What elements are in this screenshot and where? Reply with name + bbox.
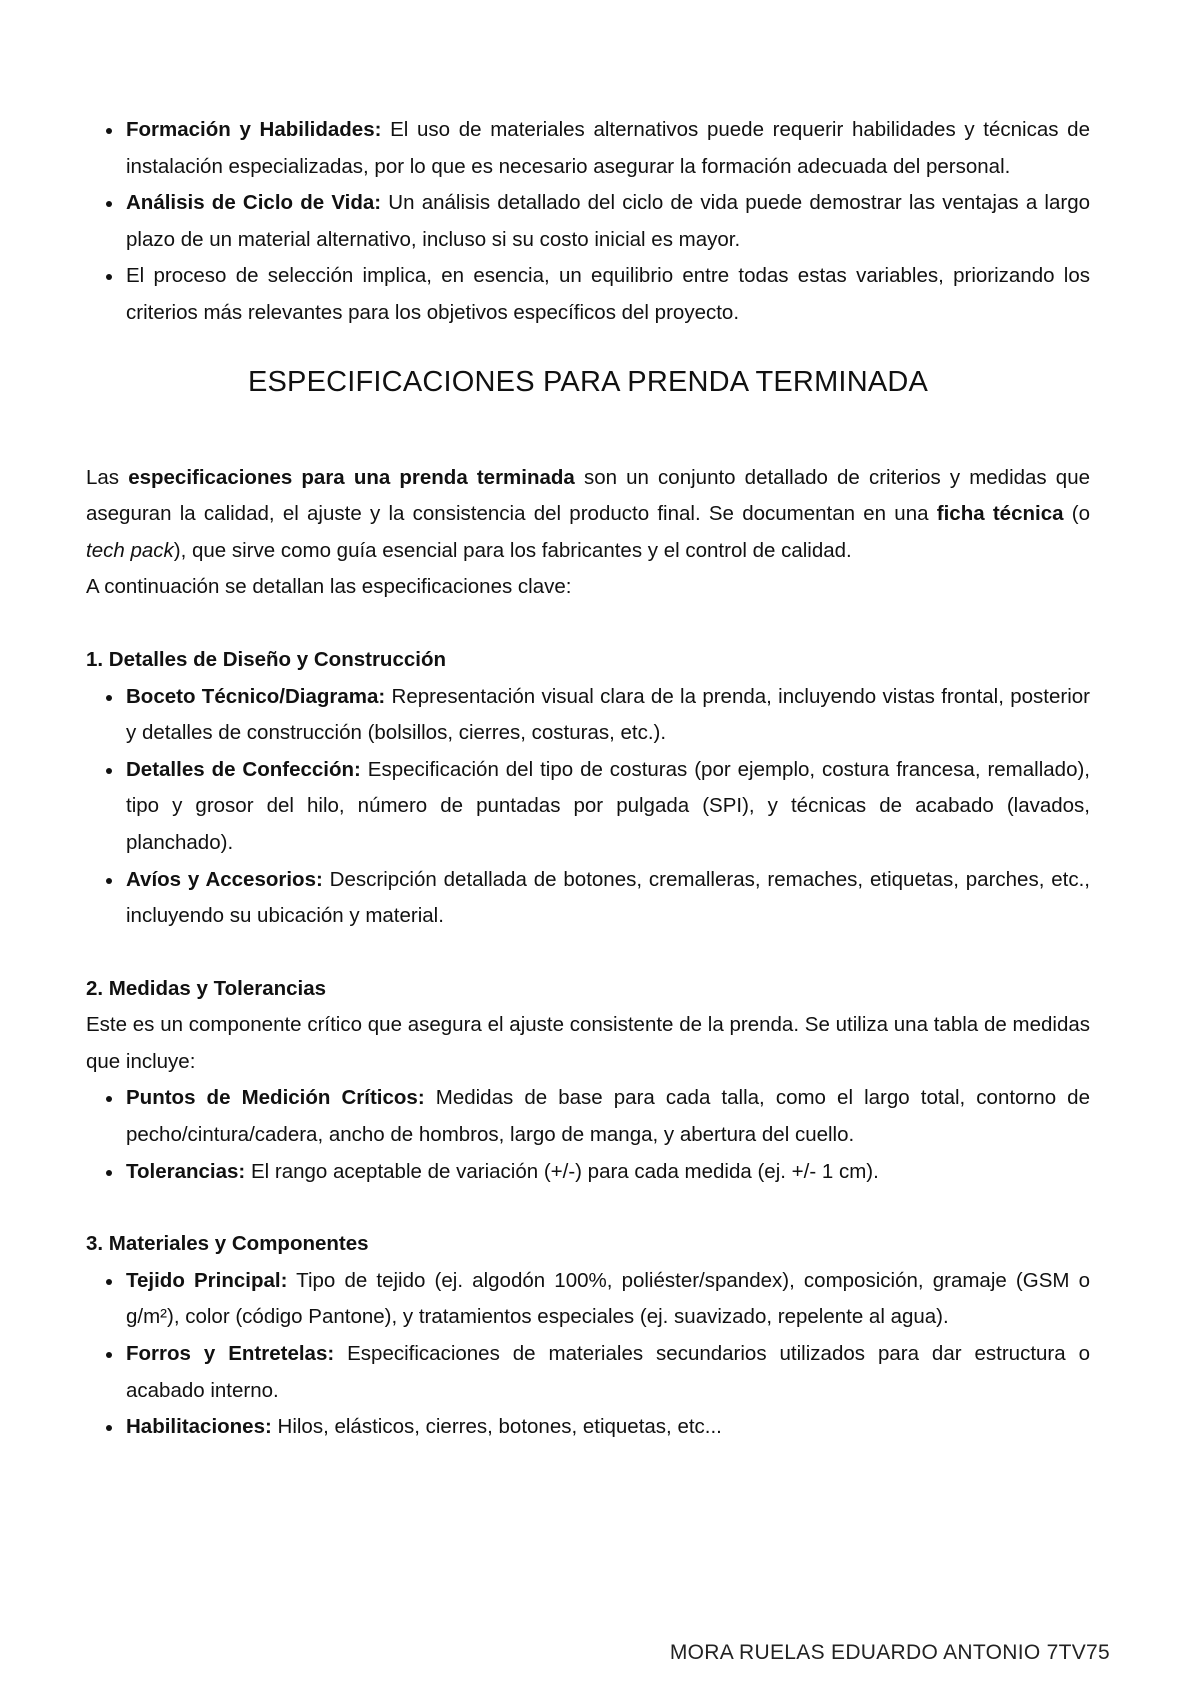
bullet-icon [106,1170,112,1176]
item-label: Análisis de Ciclo de Vida: [126,191,382,215]
list-item [86,1080,1090,1153]
intro-bold-text: ficha técnica [936,502,1064,526]
intro-continuation: A continuación se detallan las especificaciones clave: [86,575,572,599]
bullet-icon [106,1096,112,1102]
item-text: Hilos, elásticos, cierres, botones, etiquetas, etc... [271,1415,722,1439]
list-item [86,258,1090,331]
item-text: Representación visual clara de la prenda, incluyendo vistas frontal, posterior y detalles de construcción (bolsillos, cierres, costuras, etc.). [126,684,1090,745]
section-materials [86,1226,1090,1446]
list-item [86,679,1090,752]
item-label: Puntos de Medición Críticos: [126,1086,425,1110]
section-measurements [86,971,1090,1191]
bullet-icon [106,1352,112,1358]
bullet-icon [106,695,112,701]
section-bullet-list [86,1263,1090,1446]
section-title: 1. Detalles de Diseño y Construcción [86,647,446,671]
intro-text: ), que sirve como guía esencial para los fabricantes y el control de calidad. [173,538,852,562]
intro-text: son un conjunto detallado de criterios y medidas que aseguran la calidad, el ajuste y la consistencia del producto final. Se documentan en una [86,465,1091,526]
bullet-icon [106,1425,112,1431]
bullet-icon [106,201,112,207]
page-footer-author: MORA RUELAS EDUARDO ANTONIO 7TV75 [669,1641,1110,1664]
item-text: Descripción detallada de botones, cremalleras, remaches, etiquetas, parches, etc., incluyendo su ubicación y material. [126,867,1091,928]
intro-text: Las [86,465,129,489]
section-title: 3. Materiales y Componentes [86,1232,369,1256]
item-label: Detalles de Confección: [126,757,361,781]
item-text: El uso de materiales alternativos puede requerir habilidades y técnicas de instalación especializadas, por lo que es necesario asegurar la formación adecuada del personal. [126,118,1090,178]
section-bullet-list [86,679,1090,935]
list-item [86,1336,1090,1409]
bullet-icon [106,128,112,134]
item-text: Un análisis detallado del ciclo de vida puede demostrar las ventajas a largo plazo de un material alternativo, incluso si su costo inicial es mayor. [126,191,1090,251]
bullet-icon [106,1279,112,1285]
item-label: Habilitaciones: [126,1415,272,1439]
intro-italic-text: tech pack [86,538,174,562]
top-bullet-list [86,112,1090,332]
list-item [86,1263,1090,1336]
page-title: ESPECIFICACIONES PARA PRENDA TERMINADA [247,365,929,398]
item-label: Formación y Habilidades: [126,118,382,141]
item-text: El proceso de selección implica, en esencia, un equilibrio entre todas estas variables, priorizando los criterios más relevantes para los objetivos específicos del proyecto. [126,264,1090,324]
section-design [86,642,1090,935]
intro-text: (o [1063,502,1090,526]
list-item [86,1154,1090,1191]
document-page [86,112,1090,1446]
item-label: Boceto Técnico/Diagrama: [126,684,386,708]
intro-bold-text: especificaciones para una prenda terminada [128,465,575,489]
section-intro: Este es un componente crítico que asegura el ajuste consistente de la prenda. Se utiliza una tabla de medidas que incluye: [86,1013,1090,1073]
list-item [86,862,1090,935]
item-label: Tejido Principal: [126,1268,288,1292]
item-label: Tolerancias: [126,1159,246,1183]
item-text: Especificación del tipo de costuras (por ejemplo, costura francesa, remallado), tipo y grosor del hilo, número de puntadas por pulgada (SPI), y técnicas de acabado (lavados, planchado). [126,757,1090,854]
item-text: Especificaciones de materiales secundarios utilizados para dar estructura o acabado interno. [126,1342,1090,1402]
bullet-icon [106,878,112,884]
list-item [86,185,1090,258]
section-title: 2. Medidas y Tolerancias [86,976,327,1000]
list-item [86,112,1090,185]
bullet-icon [106,768,112,774]
intro-paragraph [86,460,1090,570]
item-label: Avíos y Accesorios: [126,867,323,891]
section-bullet-list [86,1080,1090,1190]
list-item [86,752,1090,862]
item-text: El rango aceptable de variación (+/-) para cada medida (ej. +/- 1 cm). [245,1159,879,1183]
item-text: Medidas de base para cada talla, como el largo total, contorno de pecho/cintura/cadera, ancho de hombros, largo de manga, y abertura del cuello. [126,1086,1090,1147]
item-text: Tipo de tejido (ej. algodón 100%, poliéster/spandex), composición, gramaje (GSM o g/m²), color (código Pantone), y tratamientos especiales (ej. suavizado, repelente al agua). [126,1268,1090,1329]
bullet-icon [106,274,112,280]
list-item [86,1409,1090,1446]
item-label: Forros y Entretelas: [126,1342,335,1366]
